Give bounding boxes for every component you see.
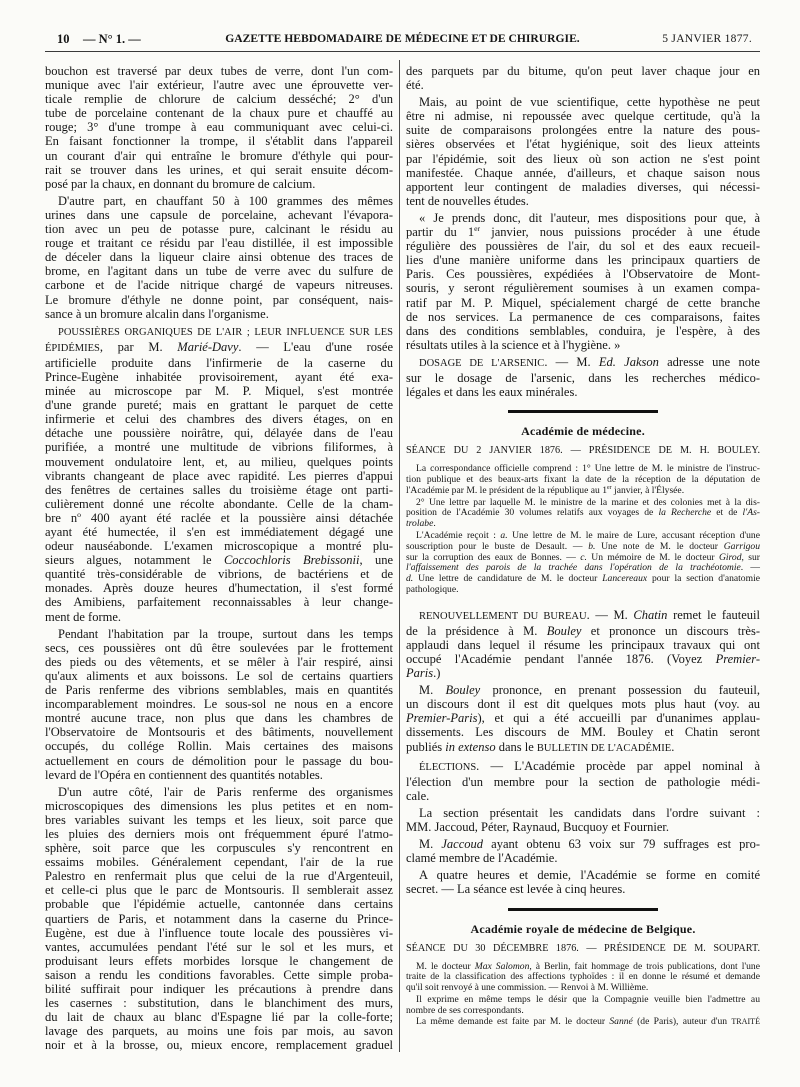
italic-text: Ed. Jakson xyxy=(598,354,659,369)
text-line: ticale remplie de chlorure de calcium desséché; 2° d'un xyxy=(45,92,393,107)
text-line: bre $n^o$ 400 ayant été raclée et la poussière ainsi détachée xyxy=(45,509,393,525)
text-line: sur le dosage de l'arsenic, dans les recherches médico- xyxy=(406,370,760,385)
text-line xyxy=(45,324,393,340)
paragraph xyxy=(406,683,760,755)
section-rule xyxy=(508,410,658,413)
text-line: incomparablement moindres. Le sous-sol ne nous en a encore xyxy=(45,697,393,712)
italic-text: in extenso xyxy=(445,739,496,754)
text-line: munique avec l'air extérieur, l'autre avec une éprouvette ver- xyxy=(45,78,393,93)
text-line: M. Jaccoud ayant obtenu 63 voix sur 79 suffrages est pro- xyxy=(419,837,761,852)
text-line: brome, en l'agitant dans un tube de verre avec du sulfure de xyxy=(45,264,393,279)
text-line: quantité très-considérable de vibrions, de bactériens et de xyxy=(45,567,393,582)
text-line: mouvement ondulatoire lent, et, au milieu, quelques points xyxy=(45,454,393,469)
text-line: sieurs algues, notamment le Coccochloris Brebissonii, une xyxy=(45,553,394,568)
text-line: culièrement donné une récolte abondante. Celle de la cham- xyxy=(45,496,393,511)
italic-text: Bouley xyxy=(546,623,582,638)
text-line: rouge; 3° d'une trompe à eau communiquant avec celui-ci. xyxy=(45,120,393,135)
text-line: Premier-Paris), et qui a été accueilli par d'unanimes applau- xyxy=(406,711,760,726)
paragraph xyxy=(406,806,760,834)
text-line: La section présentait les candidats dans l'ordre suivant : xyxy=(419,805,760,820)
superscript: er xyxy=(607,484,612,491)
text-line: position de l'Académie 30 volumes relatifs aux voyages de la Recherche et de l'As- xyxy=(406,507,761,519)
text-line: quartiers de Paris, et notamment dans la caserne du Prince- xyxy=(45,911,393,926)
small-caps-text: POUSSIÈRES ORGANIQUES DE L'AIR ; LEUR INFLUENCE SUR LES xyxy=(58,326,393,338)
paragraph xyxy=(406,211,760,352)
text-line: levard de l'Opéra en contiennent des quantités notables. xyxy=(45,767,323,782)
text-line: sphère, soit parce que les corpuscules s'y rencontrent en xyxy=(45,841,393,856)
small-print-paragraph xyxy=(406,1017,760,1028)
text-line: cale. xyxy=(406,788,430,803)
text-line: Pendant l'habitation par la troupe, surtout dans les temps xyxy=(58,626,393,641)
page-header xyxy=(45,30,760,48)
section-heading: Académie royale de médecine de Belgique. xyxy=(470,921,696,936)
text-line: de la présidence à M. Bouley et prononce un discours très- xyxy=(406,623,760,638)
italic-text: Max Salomon xyxy=(474,960,530,972)
text-line: résultats utiles à la science et à l'hygiène. » xyxy=(406,337,621,352)
text-line: des Amibiens, parfaitement reconnaissables à leur change- xyxy=(45,595,393,610)
text-line: La même demande est faite par M. le docteur Sanné (de Paris), auteur d'un TRAITÉ xyxy=(416,1016,760,1028)
text-line: minée au microscope par M. P. Miquel, s'est montrée xyxy=(45,384,393,399)
text-line: d'une grande pureté; mais en grattant le parquet de cette xyxy=(45,398,393,413)
italic-text: Garrigou xyxy=(723,540,760,552)
text-line: du lait de chaux au blanc d'Espagne lié par la colle-forte; xyxy=(45,1010,393,1025)
italic-text: Sanné xyxy=(609,1016,633,1028)
text-line: clamé membre de l'Académie. xyxy=(406,851,558,866)
text-line: bilité suffirait pour indiquer les précautions à prendre dans xyxy=(45,982,393,996)
text-line: infirmerie et celui des chambres des divers étages, on en xyxy=(45,412,393,427)
text-line: détache une poussière noirâtre, qui, délayée dans de l'eau xyxy=(45,426,393,441)
text-line: des pieds ou des vêtements, et se mêler à l'air respiré, ainsi xyxy=(45,654,393,669)
text-line: de déceler dans la liqueur claire ainsi obtenue des traces de xyxy=(45,250,393,265)
text-line: noir et à la brosse, ou, mieux encore, remplacement graduel xyxy=(45,1038,393,1053)
section-heading: Académie de médecine. xyxy=(521,424,645,439)
column-divider xyxy=(399,60,400,1052)
italic-text: l'As- xyxy=(742,507,761,519)
paragraph xyxy=(406,608,760,680)
text-line: 2° Une lettre par laquelle M. le ministre de la marine et des colonies met à la dis- xyxy=(416,496,760,508)
text-line: Eugène, est due à l'influence toute locale des poussières vi- xyxy=(45,925,393,940)
paragraph xyxy=(406,837,760,865)
issue-number: — N° 1. — xyxy=(83,32,141,46)
text-line: souris, y seront régulièrement soumises à un examen compa- xyxy=(406,281,760,296)
section-rule xyxy=(508,908,658,911)
small-caps-text: TRAITÉ xyxy=(731,1017,760,1027)
text-line: pathologique. xyxy=(406,583,459,595)
paragraph xyxy=(406,355,760,399)
italic-text: Girod xyxy=(718,551,742,563)
text-line: régulière des poussières de l'air, du sol et des eaux recueil- xyxy=(406,239,760,254)
text-line: La correspondance officielle comprend : 1° Une lettre de M. le ministre de l'instruc- xyxy=(416,463,760,475)
text-line: de Paris renferme des vibrions semblables, mais en quantités xyxy=(45,683,393,698)
small-print-paragraph xyxy=(406,531,760,596)
paragraph xyxy=(45,324,393,624)
paragraph xyxy=(45,627,393,782)
text-line: de nos services. La permanence de ces comparaisons, faites xyxy=(406,309,760,324)
text-line: secret. — La séance est levée à cinq heures. xyxy=(406,882,626,897)
small-caps-text: BULLETIN DE L'ACADÉMIE xyxy=(536,742,672,754)
page-number: 10 xyxy=(57,32,70,46)
text-line: DOSAGE DE L'ARSENIC. — M. Ed. Jakson adresse une note xyxy=(419,354,760,369)
text-line: urines dans une capsule de porcelaine, achevant l'évapora- xyxy=(45,207,393,222)
text-line: manifestée. Chaque année, d'ailleurs, et chaque saison nous xyxy=(406,165,760,180)
text-line: été. xyxy=(406,78,424,93)
text-line: Mais, au point de vue scientifique, cette hypothèse ne peut xyxy=(419,95,760,110)
text-line: Prince-Eugène inhabitée provisoirement, ayant été exa- xyxy=(45,369,393,384)
text-line: Le bromure d'éthyle ne donne point, par conséquent, nais- xyxy=(45,292,393,307)
text-line: suite de comparaisons prolongées entre la nature des pous- xyxy=(406,123,760,138)
text-line: apportent leur contingent de maladies diverses, qui nécessi- xyxy=(406,179,760,194)
text-line: essaims mobiles. Généralement cependant, l'air de la rue xyxy=(45,855,393,870)
text-line: actuellement en cours de démolition pour le passage du bou- xyxy=(45,753,393,768)
text-line: D'autre part, en chauffant 50 à 100 grammes des mêmes xyxy=(58,193,393,208)
text-line: purifiée, a montré une multitude de vibrions filiformes, à xyxy=(45,440,393,455)
text-line: sur la corruption des eaux de Bonnes. — c. Un mémoire de M. le docteur Girod, sur xyxy=(406,551,760,563)
text-line: lavage des parquets, au moins une fois par mois, au savon xyxy=(45,1024,393,1039)
text-line: occupés, du collége Rollin. Mais certaines des maisons xyxy=(45,739,393,754)
text-line: lies d'une manière uniforme dans les principaux quartiers de xyxy=(406,253,760,268)
text-line: l'affaissement des parois de la trachée dans l'opération de la trachéotomie. — xyxy=(406,562,760,574)
paragraph xyxy=(406,95,760,208)
text-line: ayant été humectée, il s'en est immédiatement dégagé une xyxy=(45,525,393,539)
text-line: d. Une lettre de candidature de M. le docteur Lancereaux pour la section d'anatomie xyxy=(406,573,760,585)
italic-text: l'affaissement des parois de la trachée dans l'opération de la trachéotomie xyxy=(406,562,741,574)
text-line: montré aucune trace, non plus que dans les chambres de xyxy=(45,711,393,726)
text-line: partir du 1er janvier, nous puissions procéder à une étude xyxy=(406,223,760,240)
small-print-paragraph xyxy=(406,995,760,1017)
text-line: vibrants changeant de place avec rapidité. Les pierres d'appui xyxy=(45,468,393,483)
text-line: un discours dont il est dit quelques mots plus haut (voy. au xyxy=(406,697,760,712)
italic-text: Chatin xyxy=(633,607,668,622)
text-line: trolabe. xyxy=(406,518,436,530)
text-line: saison a rendu les conditions favorables. Cette simple proba- xyxy=(45,967,393,982)
text-line: D'un autre côté, l'air de Paris renferme des organismes xyxy=(58,784,393,799)
text-line: être ni admise, ni repoussée avec quelque certitude, qu'à la xyxy=(406,109,760,124)
paragraph xyxy=(45,64,393,191)
text-line: légales et dans les eaux minérales. xyxy=(406,385,578,400)
text-line: Paris. Ces poussières, expédiées à l'Observatoire de Mont- xyxy=(406,267,760,282)
italic-text: Paris xyxy=(406,666,434,681)
text-line: par l'épidémie, soit des lieux où son action ne s'est point xyxy=(406,151,760,166)
text-line: carbone et de l'acide nitrique chargé de vapeurs nitreuses. xyxy=(45,278,393,293)
text-line: En faisant fonctionner la trompe, il s'établit dans l'appareil xyxy=(45,134,393,149)
text-line: tent de nouvelles études. xyxy=(406,193,529,208)
text-line: odeur nauséabonde. L'examen microscopique a montré plu- xyxy=(45,539,393,554)
paragraph xyxy=(406,759,760,803)
text-line: ment de forme. xyxy=(45,609,122,624)
text-line: publiés in extenso dans le BULLETIN DE L'ACADÉMIE. xyxy=(406,739,675,754)
text-line: dissements. Les discours de MM. Bouley et Chatin seront xyxy=(406,725,760,740)
text-line: tion avec un peu de potasse pure, calcinant le résidu au xyxy=(45,222,393,237)
italic-text: b. xyxy=(588,540,596,552)
small-caps-text: ÉPIDÉMIES xyxy=(45,342,100,354)
italic-text: c. xyxy=(580,551,587,563)
text-line: Palestro en renfermait plus que celui de la rue d'Argenteuil, xyxy=(45,869,393,884)
paragraph xyxy=(45,194,393,321)
italic-text: Coccochloris Brebissonii xyxy=(223,553,360,568)
text-line: souscription pour le buste de Desault. — b. Une note de M. le docteur Garrigou xyxy=(406,540,760,552)
text-line: les pluies des derniers mois ont fréquemment épuré l'atmo- xyxy=(45,826,393,841)
small-caps-text: DOSAGE DE L'ARSENIC xyxy=(419,357,545,369)
text-line: l'Académie par M. le président de la république au 1er janvier, à l'Élysée. xyxy=(406,484,685,496)
text-line: sières observées et l'état hygiénique, soit des lieux atteints xyxy=(406,137,760,152)
small-caps-text: RENOUVELLEMENT DU BUREAU xyxy=(419,610,587,622)
small-print-paragraph xyxy=(406,962,760,994)
text-line: nombre de ses correspondants. xyxy=(406,1004,524,1016)
left-column xyxy=(45,64,393,1052)
italic-text: Marié-Davy xyxy=(177,339,239,354)
text-line: l'élection d'un membre pour la section de pathologie médi- xyxy=(406,774,760,789)
italic-text: Bouley xyxy=(445,683,481,698)
text-line: ÉPIDÉMIES, par M. Marié-Davy. — L'eau d'une rosée xyxy=(45,339,393,354)
text-line: rait se trouver dans les urines, et qui serait ensuite décom- xyxy=(45,162,393,177)
text-line: posé par la chaux, en donnant du bromure de calcium. xyxy=(45,176,316,191)
header-rule xyxy=(45,51,760,52)
italic-text: Lancereaux xyxy=(602,573,648,585)
text-line: des fenêtres de certaines salles du troisième étage ont parti- xyxy=(45,482,393,497)
text-line: qu'aux aliments et aux boissons. Le sol de certains quartiers xyxy=(45,668,393,683)
text-line: M. le docteur Max Salomon, à Berlin, fait hommage de trois publications, dont l'une xyxy=(416,960,760,972)
right-column xyxy=(406,64,760,1028)
text-line: l'Observatoire de Montsouris et des bâtiments, nouvellement xyxy=(45,725,393,740)
italic-text: la Recherche xyxy=(658,507,712,519)
small-print-paragraph xyxy=(406,498,760,530)
text-line: vantes, accumulées pendant l'été sur le sol et les murs, et xyxy=(45,939,393,954)
paragraph xyxy=(406,64,760,92)
small-print-paragraph xyxy=(406,464,760,496)
session-line: SÉANCE DU 2 JANVIER 1876. — PRÉSIDENCE DE M. H. BOULEY. xyxy=(406,445,760,457)
text-line: « Je prends donc, dit l'auteur, mes dispositions pour que, à xyxy=(419,210,760,225)
text-line: A quatre heures et demie, l'Académie se forme en comité xyxy=(419,868,760,883)
superscript: o xyxy=(77,509,81,519)
italic-text: Jaccoud xyxy=(441,837,484,852)
italic-text: trolabe xyxy=(406,518,434,530)
text-line: monades. Après douze heures d'humectation, il s'est formé xyxy=(45,581,393,596)
text-line: tube de porcelaine contenant de la chaux pure et chauffé au xyxy=(45,106,393,121)
text-line: les casernes : substitution, dans le blanchiment des murs, xyxy=(45,996,393,1011)
text-line: qu'il soit renvoyé à une commission. — Renvoi à M. Willième. xyxy=(406,982,649,994)
issue-date: 5 JANVIER 1877. xyxy=(662,33,752,45)
text-line: L'Académie reçoit : a. Une lettre de M. le maire de Lure, accusant réception d'une xyxy=(416,529,760,541)
text-line: tion publique et des beaux-arts fixant la date de la réception de la députation de xyxy=(406,473,760,485)
journal-title: GAZETTE HEBDOMADAIRE DE MÉDECINE ET DE CHIRURGIE. xyxy=(225,32,580,45)
superscript: er xyxy=(474,223,481,233)
text-line: microscopiques des dimensions les plus petites et en nom- xyxy=(45,798,393,813)
text-line: ratif par M. P. Miquel, spécialement chargé de cette branche xyxy=(406,295,760,310)
text-line: applaudi dans lequel il résume les principaux travaux qui ont xyxy=(406,637,760,652)
text-line: dans des conditions semblables, conduira, je l'espère, à des xyxy=(406,323,760,338)
text-line: Il exprime en même temps le désir que la Compagnie veuille bien l'admettre au xyxy=(416,993,760,1005)
italic-text: d. xyxy=(406,573,414,585)
text-line: occupé l'Académie pendant l'année 1876. (Voyez Premier- xyxy=(406,652,760,666)
text-line: rouge et traitant ce résidu par l'eau distillée, il est impossible xyxy=(45,236,393,251)
text-line: secs, ces poussières ont dû être soulevées par le frottement xyxy=(45,640,393,655)
text-line: M. Bouley prononce, en prenant possession du fauteuil, xyxy=(419,683,760,698)
text-line: artificielle produite dans l'infirmerie de la caserne du xyxy=(45,355,393,370)
text-line: des parquets par du bitume, qu'on peut laver chaque jour en xyxy=(406,64,760,78)
small-caps-text: ÉLECTIONS xyxy=(419,761,477,773)
session-line: SÉANCE DU 30 DÉCEMBRE 1876. — PRÉSIDENCE DE M. SOUPART. xyxy=(406,942,760,954)
text-line: MM. Jaccoud, Péter, Raynaud, Bucquoy et Fournier. xyxy=(406,820,669,835)
text-line: et celle-ci plus que le parc de Montsouris. Il semblerait assez xyxy=(45,883,393,898)
text-line: produisant leurs effets morbides lorsque le changement de xyxy=(45,953,393,968)
text-line: Paris.) xyxy=(406,666,441,681)
italic-text: Premier- xyxy=(715,652,760,666)
italic-text: a. xyxy=(500,529,508,541)
text-line: RENOUVELLEMENT DU BUREAU. — M. Chatin remet le fauteuil xyxy=(419,607,760,622)
text-line: un courant d'air qui entraîne le bromure d'éthyle qui pour- xyxy=(45,148,393,163)
text-line: bouchon est traversé par deux tubes de verre, dont l'un com- xyxy=(45,64,393,78)
text-line: ÉLECTIONS. — L'Académie procède par appel nominal à xyxy=(419,758,760,773)
text-line: probable que l'épidémie actuelle, cantonnée dans certains xyxy=(45,897,393,912)
text-line: sance à un bromure alcalin dans l'organisme. xyxy=(45,306,269,321)
italic-text: Premier-Paris xyxy=(406,711,478,726)
paragraph xyxy=(45,785,393,1053)
text-line: bres variables suivant les temps et les lieux, soit parce que xyxy=(45,812,393,827)
paragraph xyxy=(406,868,760,896)
text-line: traite de la classification des affections typhoïdes : il en donne le résumé et demande xyxy=(406,971,760,983)
